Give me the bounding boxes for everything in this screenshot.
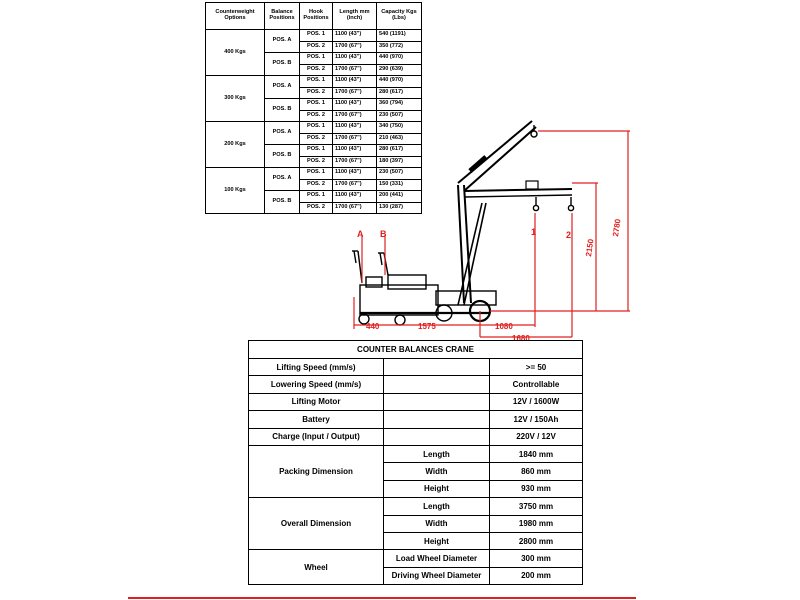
- bottom-divider: [128, 597, 636, 599]
- spec-sub-label: Height: [384, 480, 490, 497]
- spec-table: [248, 340, 583, 585]
- capacity-cell: 340 (750): [377, 122, 422, 134]
- capacity-cell: 350 (772): [377, 41, 422, 53]
- hook-position-cell: POS. 1: [300, 76, 333, 88]
- capacity-cell: 230 (507): [377, 110, 422, 122]
- length-cell: 1100 (43"): [333, 145, 377, 157]
- length-cell: 1100 (43"): [333, 99, 377, 111]
- spec-group-label: Packing Dimension: [249, 445, 384, 497]
- dimension-labels: [366, 218, 623, 343]
- header-counterweight: Counterweight Options: [206, 3, 265, 30]
- length-cell: 1700 (67"): [333, 179, 377, 191]
- spec-table-body: [249, 341, 583, 585]
- capacity-cell: 440 (970): [377, 76, 422, 88]
- spec-row: [249, 445, 583, 462]
- length-cell: 1100 (43"): [333, 76, 377, 88]
- crane-diagram: [340, 115, 630, 345]
- spec-sub-label: Load Wheel Diameter: [384, 550, 490, 567]
- balance-position-cell: POS. B: [265, 53, 300, 76]
- counterweight-cell: 400 Kgs: [206, 30, 265, 76]
- header-capacity: Capacity Kgs (Lbs): [377, 3, 422, 30]
- table-row: [206, 30, 422, 42]
- length-cell: 1100 (43"): [333, 168, 377, 180]
- capacity-cell: 200 (441): [377, 191, 422, 203]
- capacity-cell: 540 (1191): [377, 30, 422, 42]
- header-length: Length mm (inch): [333, 3, 377, 30]
- dim-1575: 1575: [418, 322, 436, 331]
- hook-position-cell: POS. 2: [300, 179, 333, 191]
- hook-position-cell: POS. 2: [300, 202, 333, 214]
- spec-value: 930 mm: [490, 480, 583, 497]
- header-balance: Balance Positions: [265, 3, 300, 30]
- balance-position-cell: POS. B: [265, 99, 300, 122]
- dimension-lines: [354, 131, 630, 337]
- dim-1080: 1080: [495, 322, 513, 331]
- label-a: A: [357, 229, 364, 239]
- spec-label: Lifting Motor: [249, 393, 384, 410]
- spec-group-label: Wheel: [249, 550, 384, 585]
- capacity-cell: 210 (463): [377, 133, 422, 145]
- hook-position-cell: POS. 2: [300, 156, 333, 168]
- hook-position-cell: POS. 1: [300, 122, 333, 134]
- crane-drawing: [352, 121, 574, 325]
- spec-sub-label: Height: [384, 532, 490, 549]
- diagram-labels: [357, 227, 571, 240]
- capacity-cell: 440 (970): [377, 53, 422, 65]
- capacity-cell: 180 (397): [377, 156, 422, 168]
- spec-empty-cell: [384, 376, 490, 393]
- length-cell: 1100 (43"): [333, 53, 377, 65]
- hook-position-cell: POS. 2: [300, 87, 333, 99]
- spec-row: [249, 498, 583, 515]
- table-row: [206, 76, 422, 88]
- spec-value: 12V / 150Ah: [490, 411, 583, 428]
- spec-value: 2800 mm: [490, 532, 583, 549]
- spec-row: [249, 376, 583, 393]
- capacity-cell: 290 (639): [377, 64, 422, 76]
- spec-value: >= 50: [490, 359, 583, 376]
- length-cell: 1700 (67"): [333, 41, 377, 53]
- spec-sub-label: Driving Wheel Diameter: [384, 567, 490, 584]
- capacity-cell: 150 (331): [377, 179, 422, 191]
- capacity-cell: 280 (617): [377, 145, 422, 157]
- spec-label: Lifting Speed (mm/s): [249, 359, 384, 376]
- counterweight-cell: 200 Kgs: [206, 122, 265, 168]
- balance-position-cell: POS. A: [265, 30, 300, 53]
- spec-empty-cell: [384, 393, 490, 410]
- spec-sub-label: Width: [384, 515, 490, 532]
- spec-empty-cell: [384, 411, 490, 428]
- spec-value: 220V / 12V: [490, 428, 583, 445]
- balance-position-cell: POS. B: [265, 145, 300, 168]
- capacity-cell: 360 (794): [377, 99, 422, 111]
- balance-position-cell: POS. A: [265, 122, 300, 145]
- spec-value: 300 mm: [490, 550, 583, 567]
- length-cell: 1700 (67"): [333, 133, 377, 145]
- length-cell: 1100 (43"): [333, 30, 377, 42]
- length-cell: 1100 (43"): [333, 191, 377, 203]
- spec-row: [249, 428, 583, 445]
- label-hook-2: 2: [566, 230, 572, 240]
- hook-position-cell: POS. 2: [300, 64, 333, 76]
- label-b: B: [380, 229, 387, 239]
- label-hook-1: 1: [531, 227, 537, 237]
- length-cell: 1700 (67"): [333, 202, 377, 214]
- dim-440: 440: [366, 322, 380, 331]
- length-cell: 1700 (67"): [333, 156, 377, 168]
- balance-position-cell: POS. A: [265, 76, 300, 99]
- dim-2150: 2150: [584, 238, 596, 258]
- hook-position-cell: POS. 2: [300, 133, 333, 145]
- hook-position-cell: POS. 2: [300, 110, 333, 122]
- capacity-table-header: [206, 3, 422, 30]
- balance-position-cell: POS. B: [265, 191, 300, 214]
- balance-position-cell: POS. A: [265, 168, 300, 191]
- hook-position-cell: POS. 1: [300, 53, 333, 65]
- spec-label: Charge (Input / Output): [249, 428, 384, 445]
- spec-row: [249, 550, 583, 567]
- counterweight-cell: 300 Kgs: [206, 76, 265, 122]
- spec-sub-label: Length: [384, 498, 490, 515]
- length-cell: 1700 (67"): [333, 64, 377, 76]
- length-cell: 1100 (43"): [333, 122, 377, 134]
- spec-empty-cell: [384, 428, 490, 445]
- hook-position-cell: POS. 1: [300, 30, 333, 42]
- capacity-cell: 130 (287): [377, 202, 422, 214]
- dim-2780: 2780: [611, 218, 623, 238]
- spec-label: Battery: [249, 411, 384, 428]
- spec-value: 1980 mm: [490, 515, 583, 532]
- dim-1680: 1680: [512, 334, 530, 343]
- spec-sub-label: Width: [384, 463, 490, 480]
- hook-position-cell: POS. 1: [300, 99, 333, 111]
- spec-row: [249, 359, 583, 376]
- spec-value: 860 mm: [490, 463, 583, 480]
- spec-label: Lowering Speed (mm/s): [249, 376, 384, 393]
- hook-position-cell: POS. 1: [300, 191, 333, 203]
- spec-group-label: Overall Dimension: [249, 498, 384, 550]
- spec-row: [249, 411, 583, 428]
- capacity-cell: 230 (507): [377, 168, 422, 180]
- counterweight-cell: 100 Kgs: [206, 168, 265, 214]
- spec-value: 12V / 1600W: [490, 393, 583, 410]
- spec-value: Controllable: [490, 376, 583, 393]
- spec-value: 1840 mm: [490, 445, 583, 462]
- header-hook: Hook Positions: [300, 3, 333, 30]
- spec-sub-label: Length: [384, 445, 490, 462]
- capacity-cell: 280 (617): [377, 87, 422, 99]
- spec-value: 200 mm: [490, 567, 583, 584]
- hook-position-cell: POS. 1: [300, 145, 333, 157]
- spec-value: 3750 mm: [490, 498, 583, 515]
- spec-empty-cell: [384, 359, 490, 376]
- spec-row: [249, 393, 583, 410]
- length-cell: 1700 (67"): [333, 87, 377, 99]
- hook-position-cell: POS. 1: [300, 168, 333, 180]
- hook-position-cell: POS. 2: [300, 41, 333, 53]
- spec-title: COUNTER BALANCES CRANE: [249, 341, 583, 359]
- length-cell: 1700 (67"): [333, 110, 377, 122]
